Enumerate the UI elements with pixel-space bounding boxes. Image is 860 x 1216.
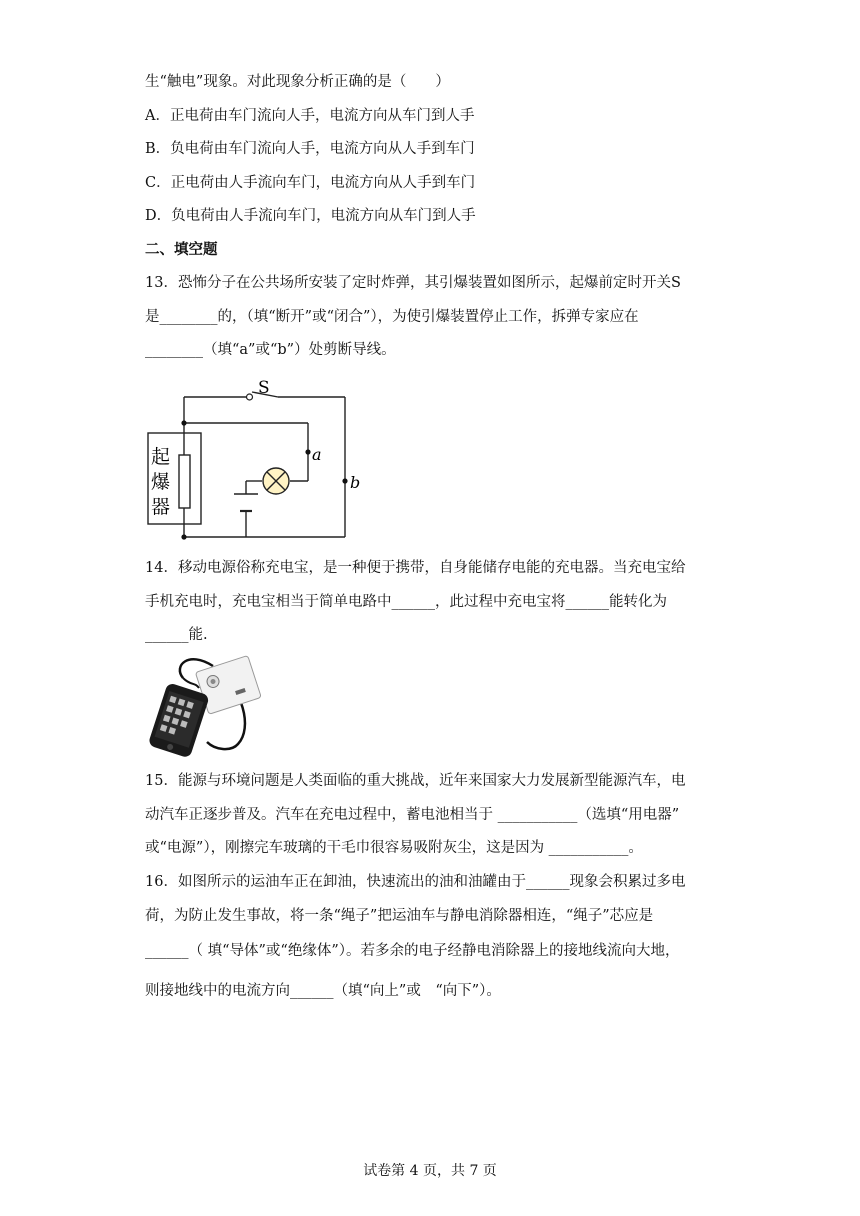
q13-line-1: 13．恐怖分子在公共场所安装了定时炸弹，其引爆装置如图所示，起爆前定时开关S xyxy=(145,275,681,291)
q15-line-1: 15．能源与环境问题是人类面临的重大挑战，近年来国家大力发展新型能源汽车，电 xyxy=(145,773,686,789)
device-label-3: 器 xyxy=(151,496,171,518)
q12-option-d: D．负电荷由人手流向车门，电流方向从车门到人手 xyxy=(145,208,476,224)
smartphone xyxy=(148,682,210,758)
point-a-dot xyxy=(305,449,310,454)
q14-line-2: 手机充电时，充电宝相当于简单电路中______，此过程中充电宝将______能转化为 xyxy=(145,594,667,610)
section-title: 二、填空题 xyxy=(145,242,218,258)
q14-line-1: 14．移动电源俗称充电宝，是一种便于携带，自身能储存电能的充电器。当充电宝给 xyxy=(145,560,686,576)
q16-line-3: ______（ 填“导体”或“绝缘体”）。若多余的电子经静电消除器上的接地线流向大地， xyxy=(145,943,680,959)
power-bank-phone-image xyxy=(143,648,263,758)
switch-label: S xyxy=(258,378,270,398)
junction-dot xyxy=(181,534,186,539)
q16-line-1: 16．如图所示的运油车正在卸油，快速流出的油和油罐由于______现象会积累过多电 xyxy=(145,874,686,890)
device-label-2: 爆 xyxy=(151,471,171,493)
q15-line-2: 动汽车正逐步普及。汽车在充电过程中，蓄电池相当于 ___________（选填“用电器” xyxy=(145,807,680,823)
q16-line-4: 则接地线中的电流方向______（填“向上”或 “向下”）。 xyxy=(145,983,501,999)
q13-circuit-diagram xyxy=(145,375,370,540)
q13-line-3: ________（填“a”或“b”）处剪断导线。 xyxy=(145,342,396,358)
point-b-dot xyxy=(342,478,347,483)
q12-option-b: B．负电荷由车门流向人手，电流方向从人手到车门 xyxy=(145,141,475,157)
q13-line-2: 是________的，（填“断开”或“闭合”），为使引爆装置停止工作，拆弹专家应在 xyxy=(145,309,639,325)
point-a-label: a xyxy=(312,445,322,464)
q15-line-3: 或“电源”），刚擦完车玻璃的干毛巾很容易吸附灰尘，这是因为 ___________。 xyxy=(145,840,643,856)
q14-line-3: ______能. xyxy=(145,627,208,643)
q12-stem-end: 生“触电”现象。对此现象分析正确的是（ ） xyxy=(145,74,450,90)
page-footer: 试卷第 4 页，共 7 页 xyxy=(363,1163,497,1179)
point-b-label: b xyxy=(350,473,361,492)
device-label-1: 起 xyxy=(151,446,171,468)
q12-option-c: C．正电荷由人手流向车门，电流方向从人手到车门 xyxy=(145,175,476,191)
junction-dot xyxy=(181,420,186,425)
lamp-icon xyxy=(263,468,289,494)
q12-option-a: A．正电荷由车门流向人手，电流方向从车门到人手 xyxy=(145,108,475,124)
q16-line-2: 荷，为防止发生事故，将一条“绳子”把运油车与静电消除器相连，“绳子”芯应是 xyxy=(145,908,654,924)
switch-contact xyxy=(247,394,253,400)
